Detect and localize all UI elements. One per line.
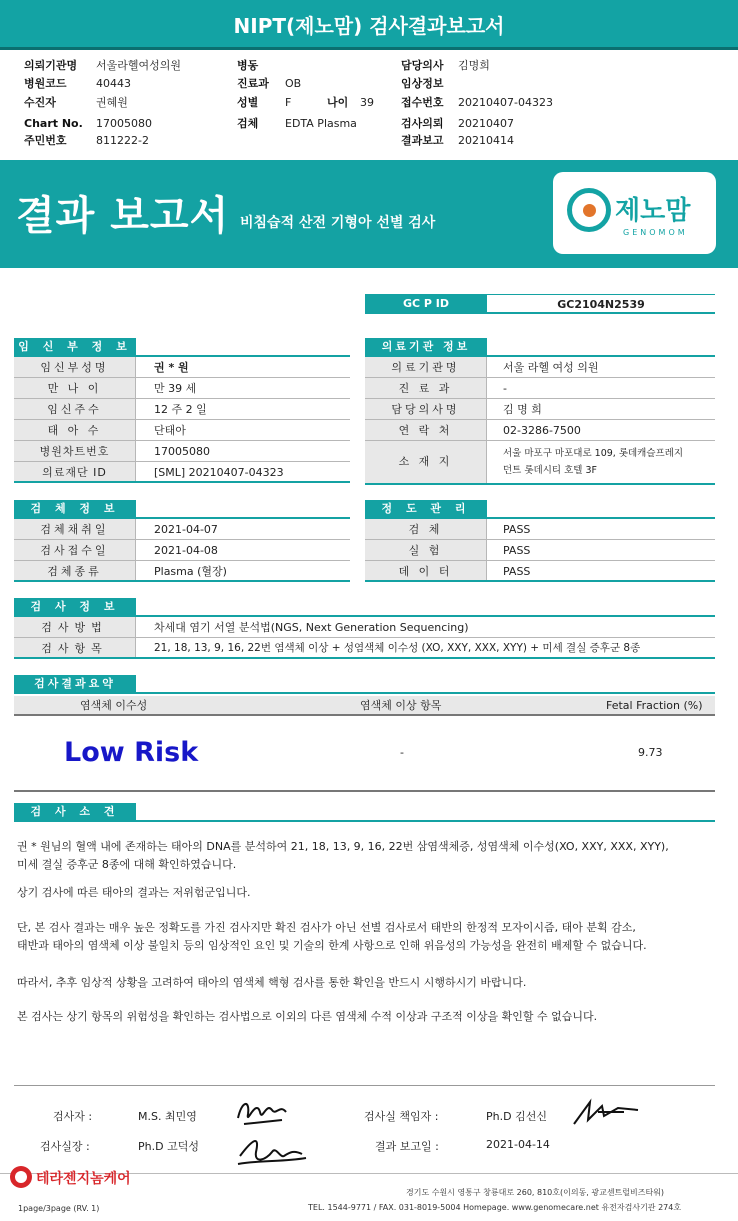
address-line: 던트 롯데시티 호텔 3F [503, 465, 597, 476]
header-row [0, 74, 738, 93]
table-row [14, 561, 350, 582]
row-key: 실 험 [365, 540, 487, 560]
patient-section-heading: 임 신 부 정 보 [14, 338, 136, 356]
table-row [365, 357, 715, 378]
header-value: F [285, 96, 292, 109]
top-title-bar [0, 0, 738, 50]
row-key: 검 체 [365, 519, 487, 539]
row-key: 검체종류 [14, 561, 136, 580]
row-key: 임신부성명 [14, 357, 136, 377]
specimen-section-heading: 검 체 정 보 [14, 500, 136, 518]
row-key: 연 락 처 [365, 420, 487, 440]
signature-divider [14, 1085, 715, 1086]
row-value: 권 * 원 [154, 361, 189, 374]
table-row [365, 399, 715, 420]
header-value: 811222-2 [96, 134, 149, 147]
header-value: 39 [360, 96, 374, 109]
summary-header-row [14, 696, 715, 716]
report-date-label: 결과 보고일 : [375, 1140, 439, 1153]
findings-paragraph: 권 * 원님의 혈액 내에 존재하는 태아의 DNA를 분석하여 21, 18, 13, 9, 16, 22번 삼염색체증, 성염색체 이수성(XO, XXY, XXX, XYY), [17, 840, 669, 853]
header-value: OB [285, 77, 302, 90]
row-key: 검사항목 [14, 638, 136, 657]
lab-head-label: 검사실장 : [40, 1140, 90, 1153]
banner-title: 결과 보고서 [16, 193, 230, 239]
genomom-logo-icon [567, 188, 611, 232]
table-row [365, 441, 715, 485]
header-value: 20210407 [458, 117, 514, 130]
row-value: 차세대 염기 서열 분석법(NGS, Next Generation Sequencing) [154, 621, 469, 634]
page-indicator: 1page/3page (RV. 1) [18, 1204, 100, 1213]
findings-paragraph: 본 검사는 상기 항목의 위험성을 확인하는 검사법으로 이외의 다른 염색체 수적 이상과 구조적 이상을 확인할 수 없습니다. [17, 1010, 598, 1023]
row-key: 담당의사명 [365, 399, 487, 419]
row-value: Plasma (혈장) [154, 565, 227, 578]
row-key: 검사방법 [14, 617, 136, 637]
row-key: 검체채취일 [14, 519, 136, 539]
summary-column-header: Fetal Fraction (%) [606, 699, 703, 712]
header-key: 주민번호 [24, 134, 67, 147]
row-value: PASS [503, 565, 531, 578]
table-row [14, 420, 350, 441]
row-value: 김 명 희 [503, 403, 542, 416]
table-row [14, 399, 350, 420]
row-key: 소 재 지 [365, 441, 487, 483]
report-date-value: 2021-04-14 [486, 1138, 550, 1151]
row-value: PASS [503, 544, 531, 557]
table-row [365, 519, 715, 540]
lab-head-name: Ph.D 고덕성 [138, 1140, 199, 1153]
qc-section-heading: 정 도 관 리 [365, 500, 487, 518]
summary-column-header: 염색체 이상 항목 [360, 699, 442, 712]
header-key: Chart No. [24, 117, 83, 130]
report-title: NIPT(제노맘) 검사결과보고서 [233, 14, 505, 38]
header-info [0, 52, 738, 157]
summary-section-heading: 검사결과요약 [14, 675, 136, 693]
row-value: 02-3286-7500 [503, 424, 581, 437]
table-row [365, 540, 715, 561]
findings-paragraph: 미세 결실 증후군 8종에 대해 확인하였습니다. [17, 858, 237, 871]
header-row [0, 131, 738, 150]
row-value: 21, 18, 13, 9, 16, 22번 염색체 이상 + 성염색체 이수성 (XO, XXY, XXX, XYY) + 미세 결실 증후군 8종 [154, 642, 641, 654]
header-value: 김명희 [458, 59, 490, 72]
row-value: 서울 라헬 여성 의원 [503, 361, 599, 374]
header-value: EDTA Plasma [285, 117, 357, 130]
findings-paragraph: 상기 검사에 따른 태아의 결과는 저위험군입니다. [17, 886, 251, 899]
row-key: 의료기관명 [365, 357, 487, 377]
logo-text: 제노맘 [615, 196, 691, 226]
row-key: 임신주수 [14, 399, 136, 419]
company-address: 경기도 수원시 영통구 창룡대로 260, 810호(이의동, 광교센트럴비즈타워) [406, 1188, 665, 1197]
row-value: 단태아 [154, 424, 186, 437]
lab-director-label: 검사실 책임자 : [364, 1110, 439, 1123]
row-key: 만 나 이 [14, 378, 136, 398]
row-value: [SML] 20210407-04323 [154, 466, 284, 479]
lab-director-name: Ph.D 김선신 [486, 1110, 547, 1123]
banner-subtitle: 비침습적 산전 기형아 선별 검사 [240, 215, 436, 231]
header-key: 담당의사 [401, 59, 444, 72]
row-value: 12 주 2 일 [154, 403, 207, 416]
header-row [0, 93, 738, 112]
header-key: 검사의뢰 [401, 117, 444, 130]
findings-paragraph: 따라서, 추후 임상적 상황을 고려하여 태아의 염색체 핵형 검사를 통한 확인을 반드시 시행하시기 바랍니다. [17, 976, 527, 989]
header-key: 임상정보 [401, 77, 444, 90]
header-key: 나이 [327, 96, 349, 109]
row-key: 태 아 수 [14, 420, 136, 440]
table-row [14, 638, 715, 659]
header-key: 수진자 [24, 96, 56, 109]
row-key: 의료재단 ID [14, 462, 136, 481]
lab-head-signature [232, 1130, 312, 1170]
row-key: 진 료 과 [365, 378, 487, 398]
header-key: 성별 [237, 96, 259, 109]
row-value: 17005080 [154, 445, 210, 458]
header-key: 검체 [237, 117, 259, 130]
table-row [365, 420, 715, 441]
row-key: 병원차트번호 [14, 441, 136, 461]
row-value: 2021-04-07 [154, 523, 218, 536]
header-key: 병동 [237, 59, 259, 72]
risk-result: Low Risk [64, 737, 199, 768]
table-row [14, 441, 350, 462]
table-row [365, 378, 715, 399]
header-value: 17005080 [96, 117, 152, 130]
header-value: 권혜원 [96, 96, 128, 109]
row-value [489, 445, 683, 479]
table-row [14, 540, 350, 561]
findings-paragraph: 태반과 태아의 염색체 이상 불일치 등의 임상적인 요인 및 기술의 한계 사항으로 인해 위음성의 가능성을 완전히 배제할 수 없습니다. [17, 939, 647, 952]
table-row [14, 617, 715, 638]
gcpid-value: GC2104N2539 [487, 294, 715, 314]
table-row [365, 561, 715, 582]
row-value: 만 39 세 [154, 382, 197, 395]
fetal-fraction-value: 9.73 [638, 746, 663, 759]
table-row [14, 462, 350, 483]
header-key: 결과보고 [401, 134, 444, 147]
section-divider [14, 820, 715, 822]
row-key: 데 이 터 [365, 561, 487, 580]
row-value: 2021-04-08 [154, 544, 218, 557]
section-divider [14, 692, 715, 694]
header-value: 40443 [96, 77, 131, 90]
row-value: - [503, 382, 507, 395]
test-section-heading: 검 사 정 보 [14, 598, 136, 616]
theragen-logo-icon [10, 1166, 32, 1188]
tester-name: M.S. 최민영 [138, 1110, 197, 1123]
company-name: 테라젠지놈케어 [36, 1171, 131, 1187]
header-key: 병원코드 [24, 77, 67, 90]
findings-section-heading: 검 사 소 견 [14, 803, 136, 821]
table-row [14, 357, 350, 378]
gcpid-label: GC P ID [365, 294, 487, 314]
lab-director-signature [568, 1096, 648, 1132]
genomom-logo [553, 172, 716, 254]
address-line: 서울 마포구 마포대로 109, 롯데캐슬프레지 [503, 448, 684, 459]
findings-paragraph: 단, 본 검사 결과는 매우 높은 정확도를 가진 검사지만 확진 검사가 아닌 선별 검사로서 태반의 한정적 모자이시즘, 태아 분획 감소, [17, 921, 636, 934]
logo-subtext: GENOMOM [623, 228, 688, 237]
table-row [14, 519, 350, 540]
header-value: 서울라헬여성의원 [96, 59, 182, 72]
table-row [14, 378, 350, 399]
company-contact: TEL. 1544-9771 / FAX. 031-8019-5004 Homepage. www.genomecare.net 유전자검사기관 274호 [308, 1203, 682, 1212]
row-value: PASS [503, 523, 531, 536]
tester-signature [232, 1094, 292, 1132]
header-key: 접수번호 [401, 96, 444, 109]
summary-column-header: 염색체 이수성 [80, 699, 148, 712]
institution-section-heading: 의료기관 정보 [365, 338, 487, 356]
header-value: 20210414 [458, 134, 514, 147]
header-row [0, 56, 738, 75]
summary-bottom-rule [14, 790, 715, 792]
header-value: 20210407-04323 [458, 96, 553, 109]
abnormal-item-value: - [400, 746, 404, 759]
header-key: 진료과 [237, 77, 269, 90]
header-key: 의뢰기관명 [24, 59, 78, 72]
tester-label: 검사자 : [53, 1110, 93, 1123]
row-key: 검사접수일 [14, 540, 136, 560]
